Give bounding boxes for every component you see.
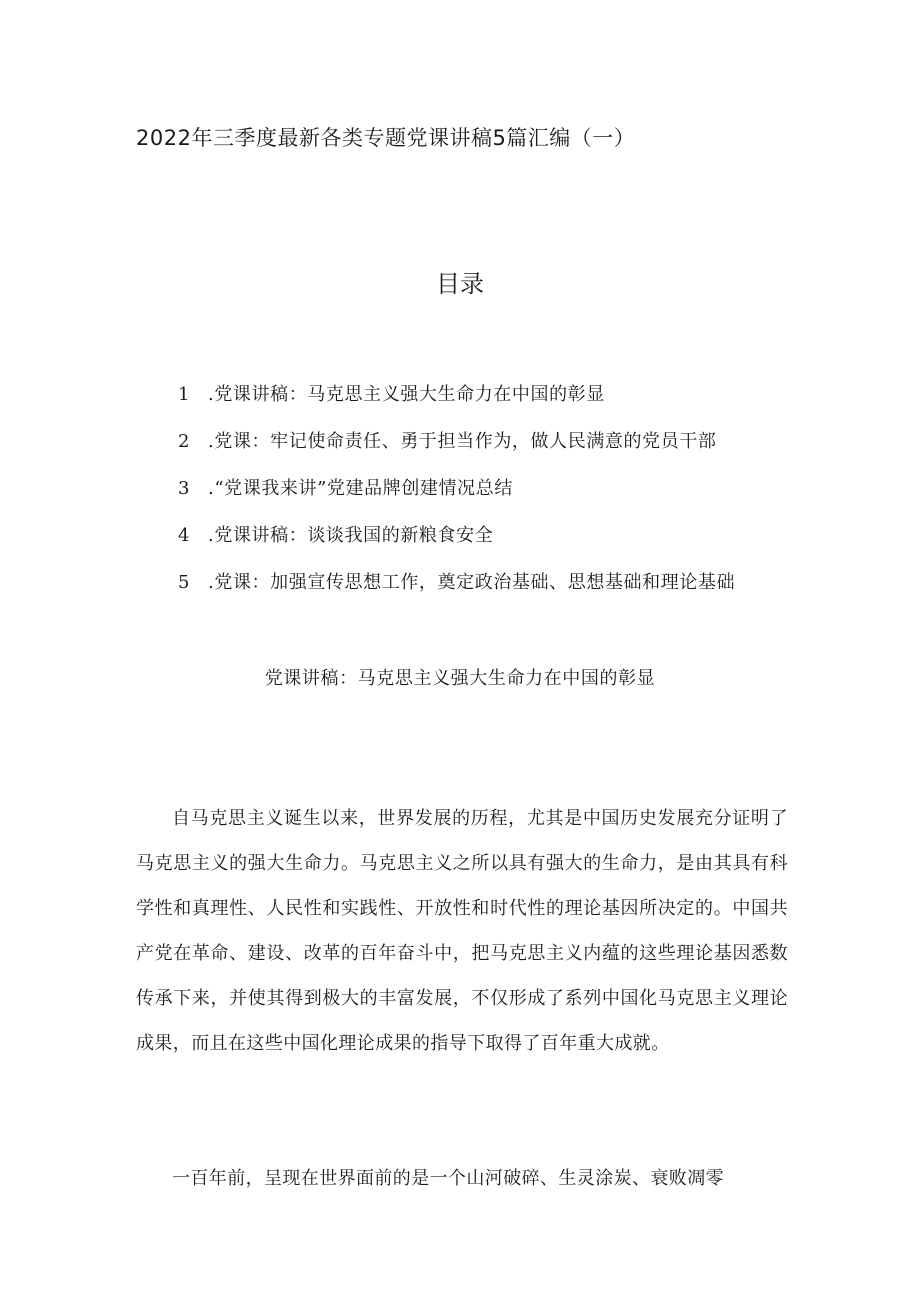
body-paragraph: 自马克思主义诞生以来，世界发展的历程，尤其是中国历史发展充分证明了马克思主义的强大生命力。马克思主义之所以具有强大的生命力，是由其具有科学性和真理性、人民性和实践性、开放性和时代性的理论基因所决定的。中国共产党在革命、建设、改革的百年奋斗中，把马克思主义内蕴的这些理论基因悉数传承下来，并使其得到极大的丰富发展，不仅形成了系列中国化马克思主义理论成果，而且在这些中国化理论成果的指导下取得了百年重大成就。 (136, 808, 788, 1054)
toc-item-number: 3 (178, 478, 191, 499)
toc-item[interactable] (178, 380, 735, 427)
toc-item[interactable] (178, 521, 735, 568)
section-title: 党课讲稿：马克思主义强大生命力在中国的彰显 (264, 668, 656, 689)
table-of-contents (178, 380, 735, 615)
toc-item[interactable] (178, 474, 735, 521)
toc-item-text: .党课讲稿：马克思主义强大生命力在中国的彰显 (208, 384, 605, 405)
toc-item-text: .党课：牢记使命责任、勇于担当作为，做人民满意的党员干部 (208, 431, 717, 452)
toc-item[interactable] (178, 427, 735, 474)
toc-item-text: .党课：加强宣传思想工作，奠定政治基础、思想基础和理论基础 (208, 572, 736, 593)
toc-item[interactable] (178, 568, 735, 615)
toc-item-number: 1 (178, 384, 191, 405)
toc-item-text: .“党课我来讲”党建品牌创建情况总结 (208, 478, 513, 499)
toc-item-number: 5 (178, 572, 191, 593)
toc-heading: 目录 (436, 270, 484, 298)
body-paragraph: 一百年前，呈现在世界面前的是一个山河破碎、生灵涂炭、衰败凋零 (172, 1168, 724, 1189)
toc-item-text: .党课讲稿：谈谈我国的新粮食安全 (208, 525, 494, 546)
toc-item-number: 4 (178, 525, 191, 546)
document-title: 2022年三季度最新各类专题党课讲稿5篇汇编（一） (136, 126, 636, 150)
toc-item-number: 2 (178, 431, 191, 452)
